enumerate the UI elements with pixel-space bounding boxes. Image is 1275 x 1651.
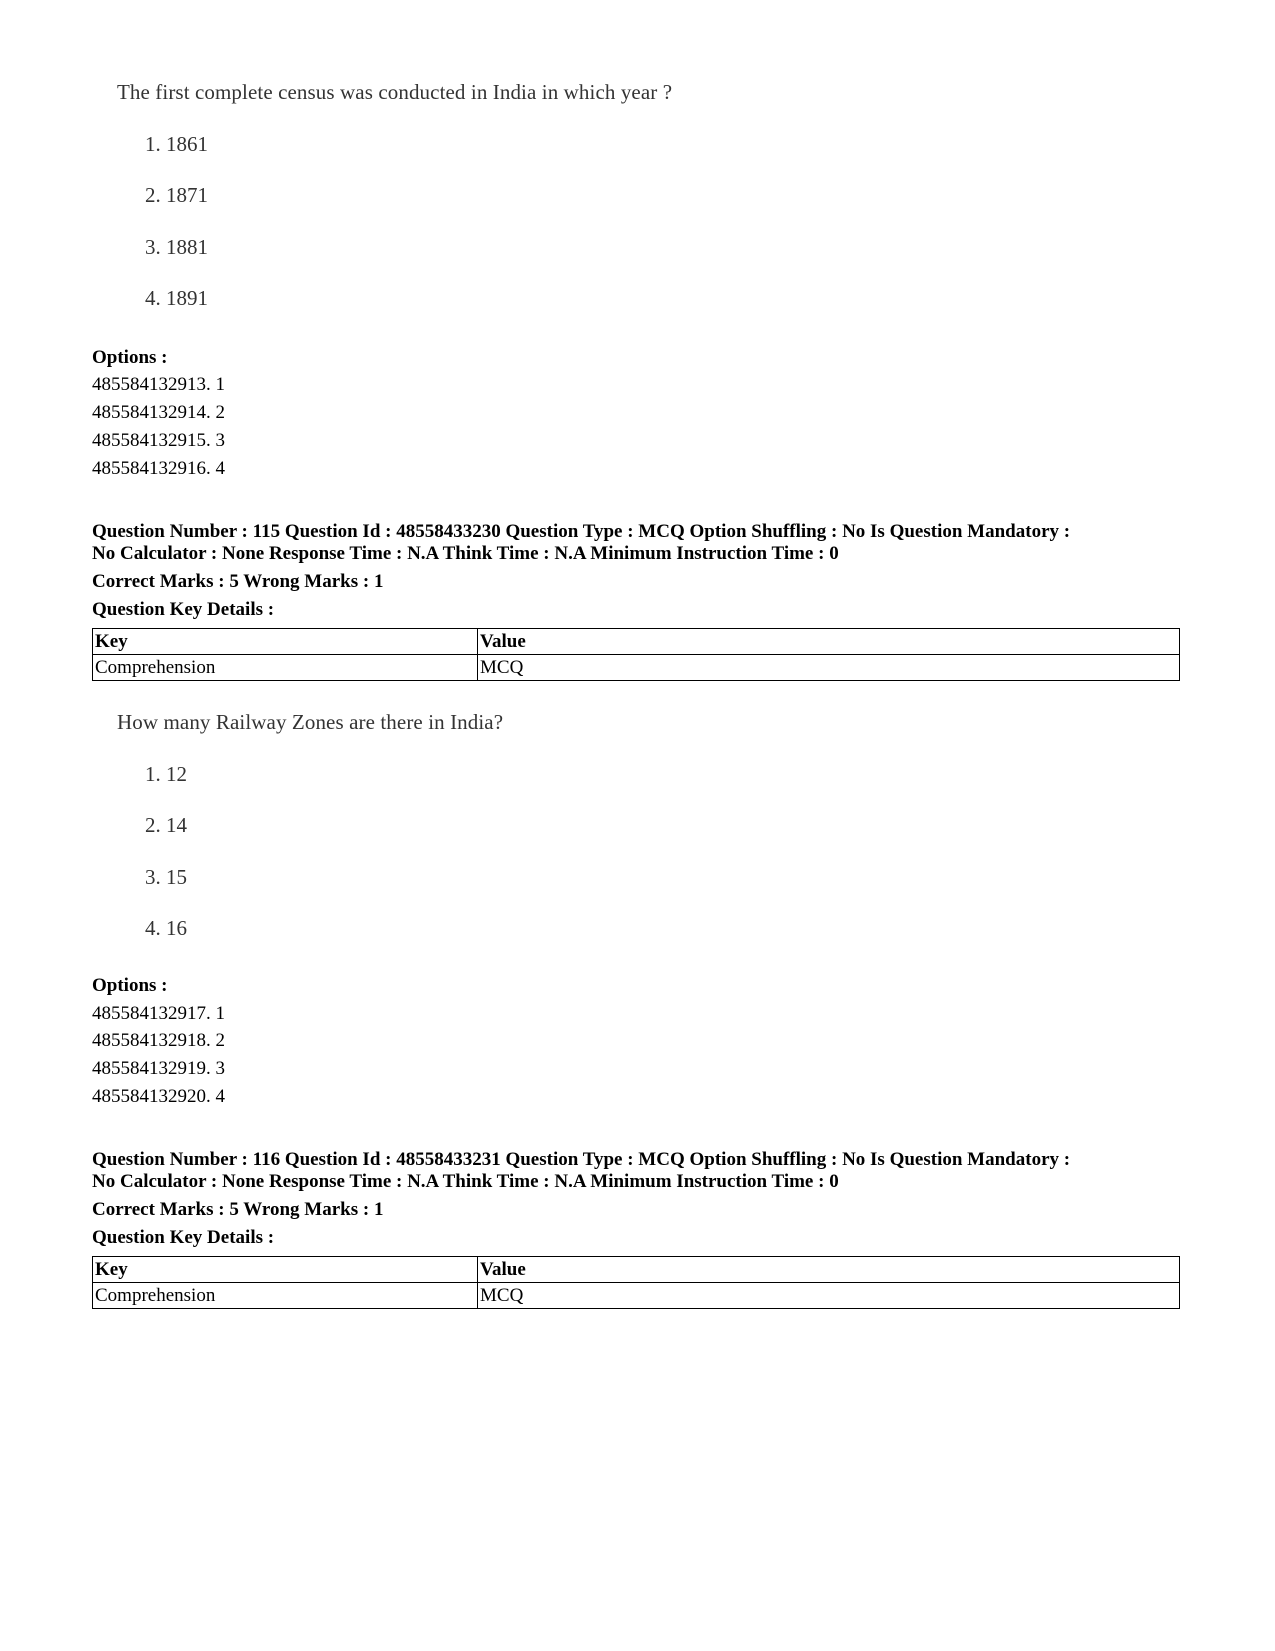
question-meta-line-1: Question Number : 115 Question Id : 48558433230 Question Type : MCQ Option Shuffling : No Is Question Mandatory : — [92, 521, 1071, 542]
option-id-1: 485584132917. 1 — [92, 1003, 225, 1024]
table-header-value: Value — [478, 1257, 1180, 1283]
option-id-4: 485584132920. 4 — [92, 1086, 225, 1107]
key-details-table — [92, 628, 1180, 681]
marks-line: Correct Marks : 5 Wrong Marks : 1 — [92, 1199, 384, 1220]
table-cell-value: MCQ — [478, 1283, 1180, 1309]
table-header-row — [93, 1257, 1180, 1283]
key-details-label: Question Key Details : — [92, 599, 275, 620]
options-label: Options : — [92, 347, 168, 368]
table-cell-key: Comprehension — [93, 1283, 478, 1309]
choice-1: 1. 12 — [145, 762, 187, 786]
options-label: Options : — [92, 975, 168, 996]
table-cell-value: MCQ — [478, 655, 1180, 681]
option-id-3: 485584132919. 3 — [92, 1058, 225, 1079]
table-row — [93, 1283, 1180, 1309]
key-details-table — [92, 1256, 1180, 1309]
question-text: The first complete census was conducted in India in which year ? — [117, 80, 673, 104]
table-row — [93, 655, 1180, 681]
table-header-key: Key — [93, 629, 478, 655]
choice-2: 2. 1871 — [145, 183, 208, 207]
choice-4: 4. 16 — [145, 916, 187, 940]
table-cell-key: Comprehension — [93, 655, 478, 681]
option-id-2: 485584132914. 2 — [92, 402, 225, 423]
option-id-2: 485584132918. 2 — [92, 1030, 225, 1051]
choice-3: 3. 1881 — [145, 235, 208, 259]
table-header-key: Key — [93, 1257, 478, 1283]
question-meta-line-2: No Calculator : None Response Time : N.A Think Time : N.A Minimum Instruction Time : 0 — [92, 543, 839, 564]
question-meta-line-2: No Calculator : None Response Time : N.A Think Time : N.A Minimum Instruction Time : 0 — [92, 1171, 839, 1192]
choice-4: 4. 1891 — [145, 286, 208, 310]
marks-line: Correct Marks : 5 Wrong Marks : 1 — [92, 571, 384, 592]
option-id-4: 485584132916. 4 — [92, 458, 225, 479]
question-text: How many Railway Zones are there in India? — [117, 710, 504, 734]
table-header-row — [93, 629, 1180, 655]
option-id-3: 485584132915. 3 — [92, 430, 225, 451]
option-id-1: 485584132913. 1 — [92, 374, 225, 395]
key-details-label: Question Key Details : — [92, 1227, 275, 1248]
table-header-value: Value — [478, 629, 1180, 655]
choice-1: 1. 1861 — [145, 132, 208, 156]
choice-2: 2. 14 — [145, 813, 187, 837]
choice-3: 3. 15 — [145, 865, 187, 889]
question-meta-line-1: Question Number : 116 Question Id : 48558433231 Question Type : MCQ Option Shuffling : No Is Question Mandatory : — [92, 1149, 1071, 1170]
